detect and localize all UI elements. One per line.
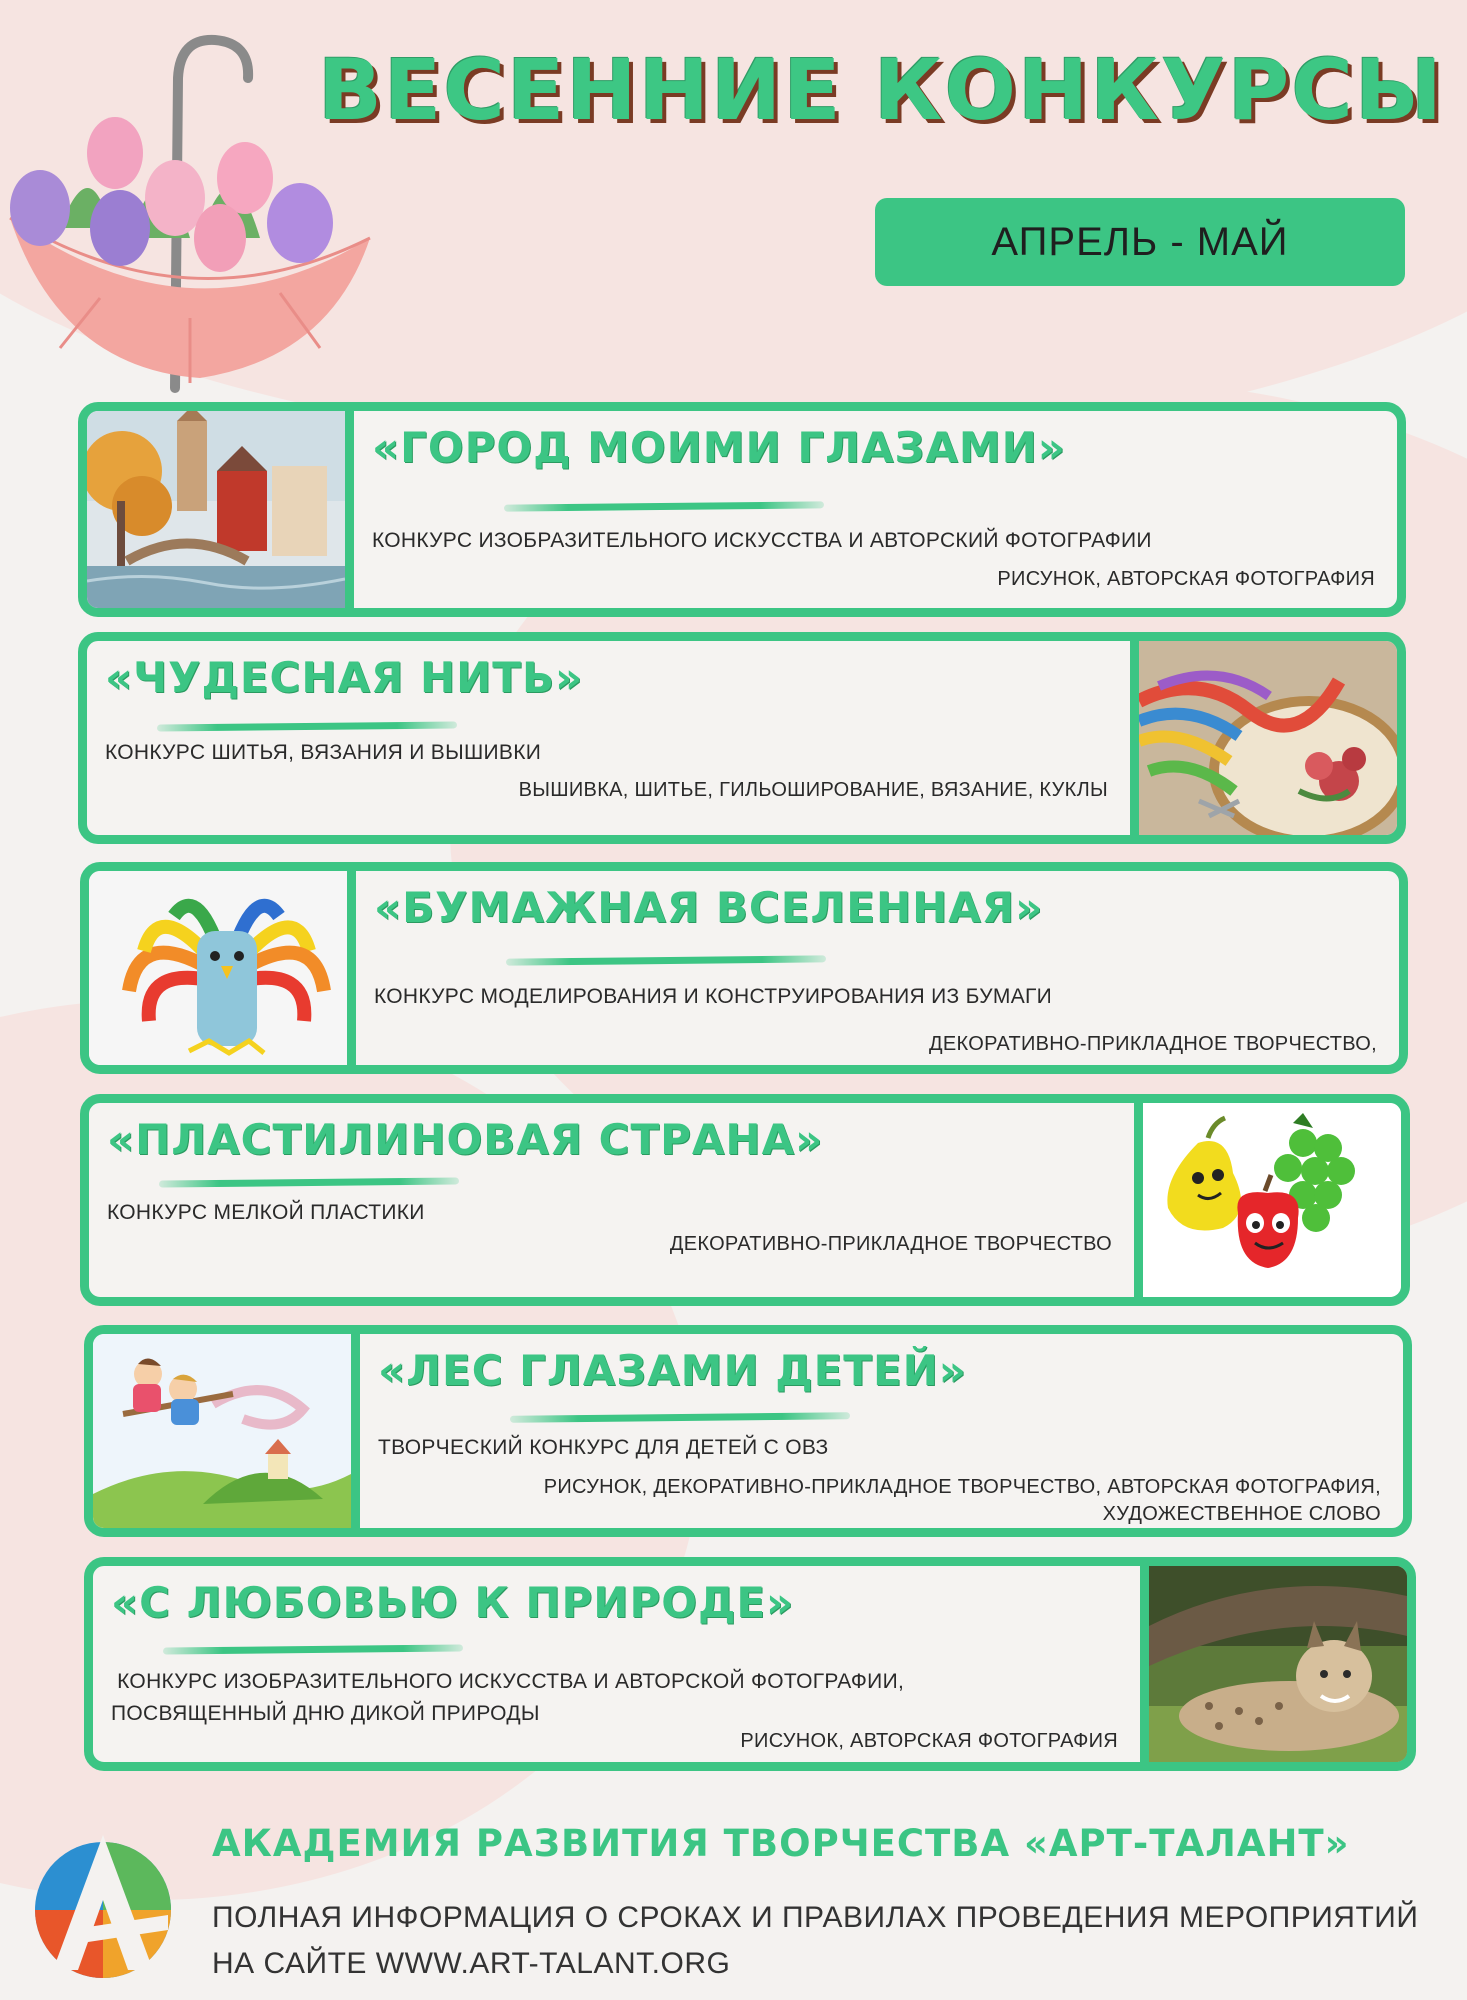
- contest-categories: ДЕКОРАТИВНО-ПРИКЛАДНОЕ ТВОРЧЕСТВО,: [929, 1033, 1377, 1055]
- title-underline: [159, 1177, 459, 1187]
- title-underline: [157, 721, 457, 731]
- contest-categories: ДЕКОРАТИВНО-ПРИКЛАДНОЕ ТВОРЧЕСТВО: [669, 1233, 1112, 1255]
- title-underline: [163, 1644, 463, 1654]
- categories-line-1: РИСУНОК, ДЕКОРАТИВНО-ПРИКЛАДНОЕ ТВОРЧЕСТВО, АВТОРСКАЯ ФОТОГРАФИЯ,: [543, 1476, 1381, 1498]
- contest-description: КОНКУРС ШИТЬЯ, ВЯЗАНИЯ И ВЫШИВКИ: [105, 741, 542, 764]
- contest-card-thread[interactable]: [78, 632, 1406, 844]
- page-title: ВЕСЕННИЕ КОНКУРСЫ: [318, 41, 1444, 139]
- description-line-1: КОНКУРС ИЗОБРАЗИТЕЛЬНОГО ИСКУССТВА И АВТОРСКОЙ ФОТОГРАФИИ,: [111, 1670, 905, 1693]
- lynx-photo: [1140, 1566, 1407, 1762]
- contest-categories: [544, 1474, 1381, 1528]
- contest-card-nature[interactable]: [84, 1557, 1416, 1771]
- categories-line-2: ХУДОЖЕСТВЕННОЕ СЛОВО: [1102, 1503, 1381, 1525]
- paper-turkey-image: [89, 871, 356, 1065]
- contest-description: КОНКУРС МЕЛКОЙ ПЛАСТИКИ: [107, 1201, 425, 1224]
- children-broom-illustration: [93, 1334, 360, 1528]
- contest-description: КОНКУРС ИЗОБРАЗИТЕЛЬНОГО ИСКУССТВА И АВТОРСКИЙ ФОТОГРАФИИ: [372, 529, 1152, 552]
- contest-description: [111, 1666, 904, 1730]
- organization-name: АКАДЕМИЯ РАЗВИТИЯ ТВОРЧЕСТВА «АРТ-ТАЛАНТ»: [212, 1822, 1350, 1865]
- art-talant-logo: [28, 1830, 178, 1980]
- contest-card-plasticine[interactable]: [80, 1094, 1410, 1306]
- contest-card-paper[interactable]: [80, 862, 1408, 1074]
- contest-title: «БУМАЖНАЯ ВСЕЛЕННАЯ»: [374, 883, 1044, 932]
- period-badge: [875, 198, 1405, 286]
- contest-title: «ЧУДЕСНАЯ НИТЬ»: [105, 653, 584, 702]
- contest-description: КОНКУРС МОДЕЛИРОВАНИЯ И КОНСТРУИРОВАНИЯ ИЗ БУМАГИ: [374, 985, 1053, 1008]
- plasticine-fruits-image: [1134, 1103, 1401, 1297]
- contest-title: «ПЛАСТИЛИНОВАЯ СТРАНА»: [107, 1115, 824, 1164]
- embroidery-threads-image: [1130, 641, 1397, 835]
- description-line-2: ПОСВЯЩЕННЫЙ ДНЮ ДИКОЙ ПРИРОДЫ: [111, 1702, 540, 1725]
- period-label: АПРЕЛЬ - МАЙ: [991, 219, 1289, 264]
- footer-info: [212, 1895, 1418, 1987]
- title-underline: [510, 1412, 850, 1423]
- footer-info-line-1: ПОЛНАЯ ИНФОРМАЦИЯ О СРОКАХ И ПРАВИЛАХ ПРОВЕДЕНИЯ МЕРОПРИЯТИЙ: [212, 1901, 1419, 1934]
- city-painting-image: [87, 411, 354, 608]
- contest-card-city[interactable]: [78, 402, 1406, 617]
- contest-card-forest[interactable]: [84, 1325, 1412, 1537]
- contest-categories: РИСУНОК, АВТОРСКАЯ ФОТОГРАФИЯ: [997, 568, 1375, 590]
- contest-title: «ГОРОД МОИМИ ГЛАЗАМИ»: [372, 423, 1066, 472]
- contest-categories: ВЫШИВКА, ШИТЬЕ, ГИЛЬОШИРОВАНИЕ, ВЯЗАНИЕ, КУКЛЫ: [518, 779, 1108, 801]
- contest-title: «ЛЕС ГЛАЗАМИ ДЕТЕЙ»: [378, 1346, 967, 1395]
- contest-categories: РИСУНОК, АВТОРСКАЯ ФОТОГРАФИЯ: [740, 1730, 1118, 1752]
- contest-title: «С ЛЮБОВЬЮ К ПРИРОДЕ»: [111, 1578, 795, 1627]
- title-underline: [504, 501, 824, 511]
- footer-website-link[interactable]: НА САЙТЕ WWW.ART-TALANT.ORG: [212, 1947, 731, 1980]
- contest-description: ТВОРЧЕСКИЙ КОНКУРС ДЛЯ ДЕТЕЙ С ОВЗ: [378, 1436, 829, 1459]
- title-underline: [506, 955, 826, 965]
